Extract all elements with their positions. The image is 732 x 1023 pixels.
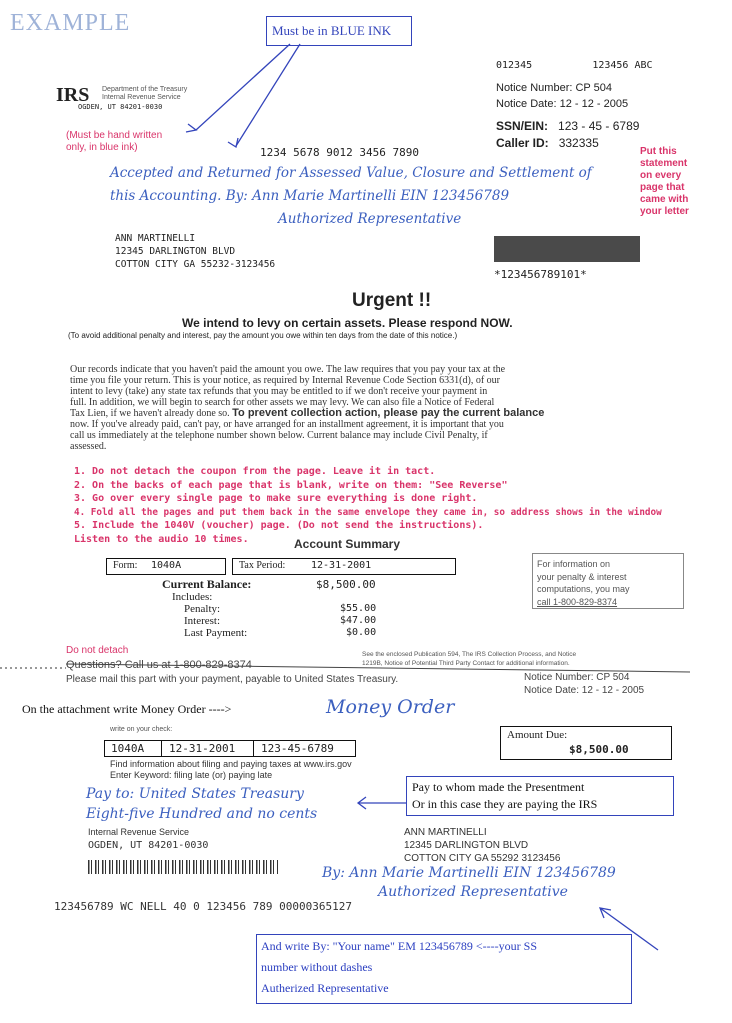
find-info: Find information about filing and paying taxes at www.irs.gov Enter Keyword: filing late (or) paying late: [110, 759, 352, 780]
notice-ids: 012345 123456 ABC: [496, 60, 653, 71]
info-box: For information on your penalty & interest computations, you may call 1-800-829-8374: [532, 553, 684, 609]
notice2-date: Notice Date: 12 - 12 - 2005: [524, 685, 645, 696]
account-line: 1234 5678 9012 3456 7890: [260, 146, 419, 159]
instruction-list: [74, 465, 662, 546]
money-order-handwritten: Money Order: [326, 696, 455, 718]
interest-label: Interest:: [184, 615, 221, 627]
instruction-item: 2. On the backs of each page that is blank, write on them: "See Reverse": [74, 479, 508, 491]
check-fields: 1040A 12-31-2001 123-45-6789: [104, 740, 356, 757]
redacted-bar: [494, 236, 640, 262]
levy-heading: We intend to levy on certain assets. Please respond NOW.: [182, 316, 513, 330]
instruction-item: 1. Do not detach the coupon from the page. Leave it in tact.: [74, 466, 436, 477]
irs-bottom-address: Internal Revenue Service OGDEN, UT 84201-0030: [88, 827, 209, 851]
attachment-instruction: On the attachment write Money Order ---->: [22, 702, 232, 716]
notice2-number: Notice Number: CP 504: [524, 672, 630, 683]
taxpayer-address-2: ANN MARTINELLI 12345 DARLINGTON BLVD COTTON CITY GA 55292 3123456: [404, 827, 561, 864]
caller-id: Caller ID: 332335: [496, 136, 599, 150]
interest-value: $47.00: [340, 615, 377, 626]
includes-label: Includes:: [172, 591, 213, 603]
barcode-id: *123456789101*: [494, 268, 587, 281]
notice-number: Notice Number: CP 504: [496, 82, 612, 94]
penalty-label: Penalty:: [184, 603, 221, 615]
pay-to-callout: Pay to whom made the Presentment Or in this case they are paying the IRS: [406, 776, 674, 816]
account-summary-heading: Account Summary: [294, 537, 401, 551]
callout-blue-ink: Must be in BLUE INK: [266, 16, 412, 46]
irs-city: OGDEN, UT 84201-0030: [78, 103, 163, 111]
see-publication: See the enclosed Publication 594, The IRS Collection Process, and Notice 1219B, Notice of Potential Third Party Contact for additional information.: [362, 651, 577, 667]
example-label: EXAMPLE: [10, 10, 131, 36]
hand-written-note: (Must be hand written only, in blue ink): [66, 130, 163, 153]
body-paragraph: Our records indicate that you haven't paid the amount you owe. The law requires that you pay your tax at the time you file your return. This is your notice, as required by Internal Revenue Code Section 6331(d), of our intent to levy (take) any state tax refunds that you may be entitled to if we don't receive your payment in full. In addition, we will begin to search for other assets we may levy. We can also file a Notice of Federal Tax Lien, if we haven't already done so. To prevent collection action, please pay the current balance now. If you've already paid, can't pay, or have arranged for an installment agreement, it is important that you call us immediately at the telephone number shown below. Current balance may include Civil Penalty, if assessed.: [70, 364, 545, 452]
instruction-item: 4. Fold all the pages and put them back in the same envelope they came in, so address shows in the window: [74, 506, 662, 518]
penalty-value: $55.00: [340, 603, 377, 614]
amount-due-box: Amount Due: $8,500.00: [500, 726, 672, 760]
levy-subtext: (To avoid additional penalty and interest, pay the amount you owe within ten days from the date of this notice.): [68, 331, 458, 340]
questions-line: Questions? Call us at 1-800-829-8374: [66, 659, 252, 671]
instruction-item: Listen to the audio 10 times.: [74, 533, 249, 545]
form-box: Form: 1040A: [106, 558, 226, 575]
write-on-check: write on your check:: [110, 726, 173, 733]
current-balance: $8,500.00: [316, 578, 376, 591]
last-payment-value: $0.00: [346, 627, 377, 638]
last-payment-label: Last Payment:: [184, 627, 248, 639]
pay-to-handwritten: Pay to: United States Treasury Eight-five Hundred and no cents: [86, 786, 318, 822]
instruction-item: 5. Include the 1040V (voucher) page. (Do not send the instructions).: [74, 520, 484, 531]
instruction-item: 3. Go over every single page to make sure everything is done right.: [74, 493, 478, 504]
tax-period-box: Tax Period: 12-31-2001: [232, 558, 456, 575]
barcode-graphic: [88, 860, 278, 874]
ssn-ein: SSN/EIN: 123 - 45 - 6789: [496, 119, 640, 133]
put-statement-note: Put this statement on every page that came with your letter: [640, 146, 689, 217]
irs-department: Department of the Treasury Internal Revenue Service: [102, 86, 188, 101]
handwritten-acceptance: Accepted and Returned for Assessed Value, Closure and Settlement of this Accounting. By: Ann Marie Martinelli EIN 123456789 Authorized Representative: [110, 165, 592, 227]
scan-line: 123456789 WC NELL 40 0 123456 789 00000365127: [54, 900, 353, 913]
bottom-callout: And write By: "Your name" EM 123456789 <----your SS number without dashes Autherized Representative: [256, 934, 632, 1004]
do-not-detach: Do not detach: [66, 645, 129, 656]
notice-date: Notice Date: 12 - 12 - 2005: [496, 98, 629, 110]
urgent-heading: Urgent !!: [352, 290, 432, 311]
please-mail: Please mail this part with your payment, payable to United States Treasury.: [66, 674, 399, 685]
current-balance-label: Current Balance:: [162, 577, 252, 591]
taxpayer-address: ANN MARTINELLI 12345 DARLINGTON BLVD COTTON CITY GA 55232-3123456: [115, 233, 276, 270]
signature-handwritten: By: Ann Marie Martinelli EIN 123456789 Authorized Representative: [322, 865, 616, 900]
irs-logo: IRS: [56, 84, 90, 106]
